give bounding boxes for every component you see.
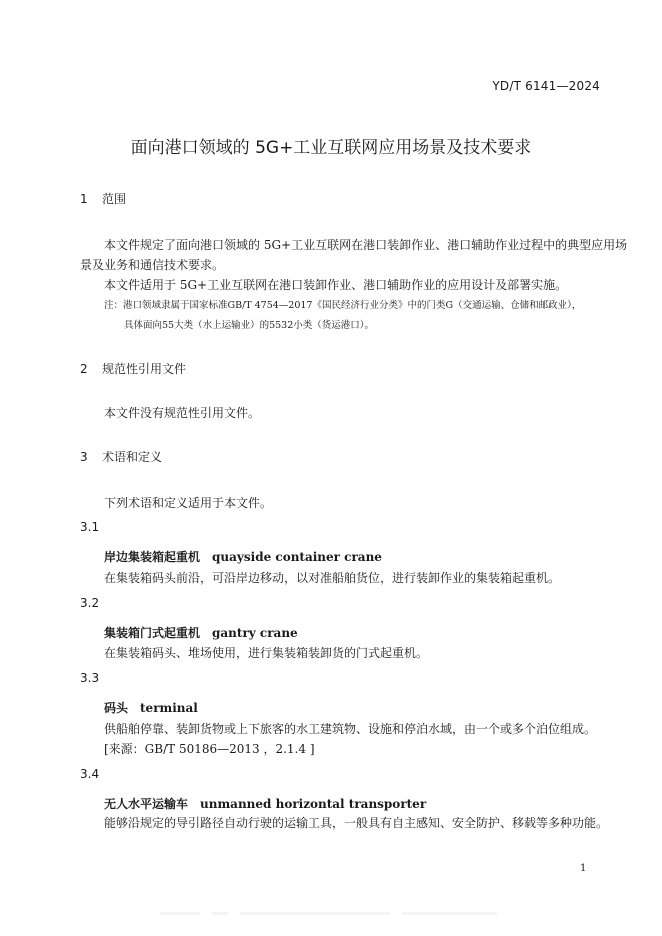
term-number: 3.2 bbox=[80, 596, 100, 610]
term-en: terminal bbox=[140, 701, 198, 715]
term-definition: 供船舶停靠、装卸货物或上下旅客的水工建筑物、设施和停泊水域，由一个或多个泊位组成。 bbox=[104, 722, 597, 736]
term-zh: 码头 bbox=[104, 701, 129, 715]
standard-code: YD/T 6141—2024 bbox=[492, 79, 600, 93]
section-number: 1 bbox=[80, 192, 88, 206]
footer-watermark bbox=[160, 905, 500, 923]
term-definition: 在集装箱码头、堆场使用，进行集装箱装卸货的门式起重机。 bbox=[104, 646, 429, 660]
scope-note-line-2: 具体面向55大类（水上运输业）的5532小类（货运港口）。 bbox=[124, 320, 375, 331]
term-number: 3.4 bbox=[80, 767, 100, 781]
term-zh: 集装箱门式起重机 bbox=[104, 626, 201, 640]
term-zh: 无人水平运输车 bbox=[104, 797, 189, 811]
section-title: 范围 bbox=[102, 192, 127, 206]
term-definition: 在集装箱码头前沿，可沿岸边移动，以对准船舶货位，进行装卸作业的集装箱起重机。 bbox=[104, 571, 561, 585]
term-heading bbox=[104, 699, 198, 716]
section-title: 术语和定义 bbox=[102, 450, 163, 464]
term-zh: 岸边集装箱起重机 bbox=[104, 550, 201, 564]
term-source: [来源：GB/T 50186—2013 ，2.1.4 ] bbox=[104, 742, 315, 756]
scope-paragraph-1-line-1: 本文件规定了面向港口领域的 5G+工业互联网在港口装卸作业、港口辅助作业过程中的典型应用场 bbox=[104, 238, 628, 252]
scope-paragraph-2: 本文件适用于 5G+工业互联网在港口装卸作业、港口辅助作业的应用设计及部署实施。 bbox=[104, 278, 568, 292]
normative-references-paragraph: 本文件没有规范性引用文件。 bbox=[104, 406, 261, 420]
term-en: gantry crane bbox=[212, 626, 298, 640]
term-en: quayside container crane bbox=[212, 550, 382, 564]
section-3-heading bbox=[80, 448, 162, 465]
term-definition: 能够沿规定的导引路径自动行驶的运输工具，一般具有自主感知、安全防护、移载等多种功能。 bbox=[104, 816, 609, 830]
section-title: 规范性引用文件 bbox=[102, 362, 187, 376]
terms-intro: 下列术语和定义适用于本文件。 bbox=[104, 496, 273, 510]
document-title: 面向港口领域的 5G+工业互联网应用场景及技术要求 bbox=[130, 138, 532, 158]
scope-note-line-1: 注：港口领域隶属于国家标准GB/T 4754—2017《国民经济行业分类》中的门类G（交通运输、仓储和邮政业）， bbox=[104, 300, 582, 311]
term-number: 3.3 bbox=[80, 671, 100, 685]
section-number: 3 bbox=[80, 450, 88, 464]
term-heading bbox=[104, 795, 426, 812]
page-number: 1 bbox=[580, 863, 587, 874]
section-number: 2 bbox=[80, 362, 88, 376]
term-heading bbox=[104, 624, 298, 641]
section-2-heading bbox=[80, 360, 186, 377]
term-en: unmanned horizontal transporter bbox=[200, 797, 427, 811]
term-heading bbox=[104, 548, 382, 565]
scope-paragraph-1-line-2: 景及业务和通信技术要求。 bbox=[80, 258, 225, 272]
section-1-heading bbox=[80, 190, 126, 207]
term-number: 3.1 bbox=[80, 520, 100, 534]
